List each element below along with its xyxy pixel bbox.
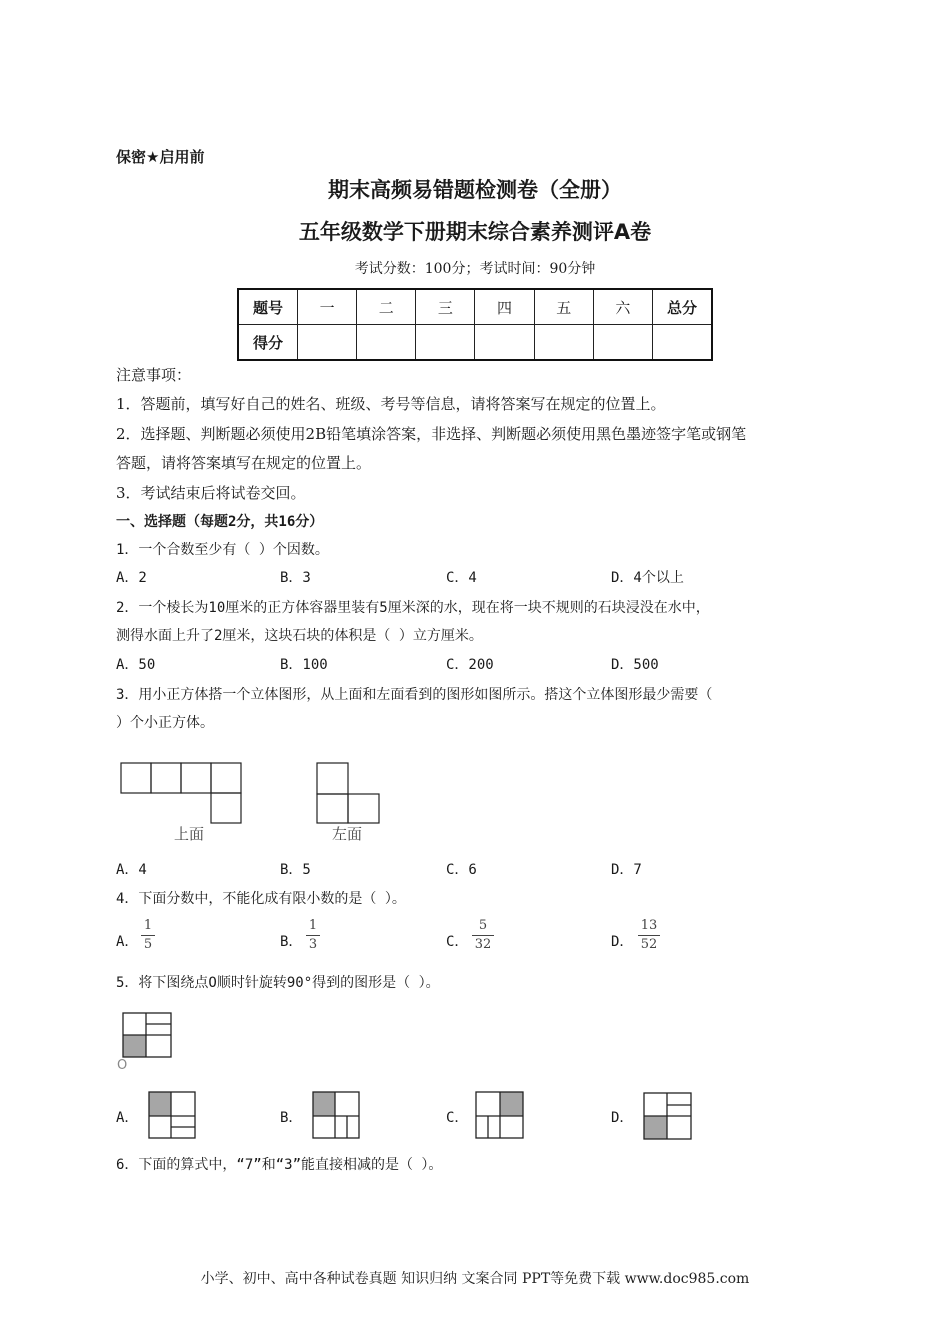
- q4-option-b-fraction: [306, 918, 320, 953]
- q3-option-c[interactable]: C．6: [446, 862, 477, 878]
- q5-option-d-label[interactable]: D．: [611, 1110, 634, 1126]
- fraction-bar: [141, 935, 155, 936]
- fraction-numerator: 5: [478, 918, 488, 933]
- fraction-denominator: 32: [474, 937, 492, 952]
- score-cell-label: 得分: [238, 325, 298, 361]
- score-cell: 五: [534, 289, 593, 325]
- fraction-numerator: 1: [308, 918, 318, 933]
- score-blank[interactable]: [298, 325, 357, 361]
- score-cell-total: 总分: [653, 289, 713, 325]
- page-subtitle: 五年级数学下册期末综合素养测评A卷: [298, 220, 652, 244]
- left-view-label: 左面: [332, 825, 363, 843]
- q1-option-a[interactable]: A．2: [116, 570, 147, 586]
- q2-option-c[interactable]: C．200: [446, 657, 494, 673]
- q4-option-b-label[interactable]: B．: [280, 934, 303, 950]
- q4-option-a-fraction: [141, 918, 155, 953]
- score-cell-label: 题号: [238, 289, 298, 325]
- fraction-bar: [472, 935, 494, 936]
- q3-option-a[interactable]: A．4: [116, 862, 147, 878]
- note-1: 1．答题前，填写好自己的姓名、班级、考号等信息，请将答案写在规定的位置上。: [116, 395, 666, 413]
- q1-option-c[interactable]: C．4: [446, 570, 477, 586]
- top-view-figure: [118, 760, 248, 826]
- question-3-stem: 3．用小正方体搭一个立体图形，从上面和左面看到的图形如图所示。搭这个立体图形最少需要（: [116, 687, 713, 703]
- score-cell: 三: [416, 289, 475, 325]
- rotation-original-figure: [120, 1010, 174, 1060]
- q2-option-b[interactable]: B．100: [280, 657, 328, 673]
- score-blank[interactable]: [475, 325, 534, 361]
- score-blank[interactable]: [593, 325, 652, 361]
- fraction-numerator: 13: [640, 918, 658, 933]
- fraction-denominator: 5: [143, 937, 153, 952]
- fraction-bar: [638, 935, 660, 936]
- q4-option-d-fraction: [638, 918, 660, 953]
- exam-info: 考试分数：100分；考试时间：90分钟: [354, 261, 596, 277]
- q5-option-b-figure[interactable]: [310, 1089, 362, 1141]
- q2-option-d[interactable]: D．500: [611, 657, 659, 673]
- fraction-bar: [306, 935, 320, 936]
- score-table-score-row: [238, 325, 712, 361]
- note-2-cont: 答题，请将答案填写在规定的位置上。: [116, 454, 372, 472]
- page-footer: 小学、初中、高中各种试卷真题 知识归纳 文案合同 PPT等免费下载 www.doc985.com: [200, 1271, 750, 1287]
- fraction-denominator: 3: [308, 937, 318, 952]
- q3-option-b[interactable]: B．5: [280, 862, 311, 878]
- q3-option-d[interactable]: D．7: [611, 862, 642, 878]
- fraction-numerator: 1: [143, 918, 153, 933]
- score-cell: 六: [593, 289, 652, 325]
- top-view-label: 上面: [174, 825, 205, 843]
- question-6-stem: 6．下面的算式中，“7”和“3”能直接相减的是（ ）。: [116, 1157, 443, 1173]
- fraction-denominator: 52: [640, 937, 658, 952]
- score-blank[interactable]: [653, 325, 713, 361]
- q1-option-d[interactable]: D．4个以上: [611, 570, 684, 586]
- question-2-stem-cont: 测得水面上升了2厘米，这块石块的体积是（ ）立方厘米。: [116, 628, 483, 644]
- score-blank[interactable]: [534, 325, 593, 361]
- question-3-stem-cont: ）个小正方体。: [116, 715, 214, 731]
- page-title: 期末高频易错题检测卷（全册）: [328, 178, 622, 202]
- notes-title: 注意事项：: [116, 366, 192, 384]
- question-2-stem: 2．一个棱长为10厘米的正方体容器里装有5厘米深的水，现在将一块不规则的石块浸没在水中，: [116, 600, 710, 616]
- note-2: 2．选择题、判断题必须使用2B铅笔填涂答案，非选择、判断题必须使用黑色墨迹签字笔或钢笔: [116, 425, 747, 443]
- score-table-header-row: [238, 289, 712, 325]
- q5-option-d-figure[interactable]: [641, 1090, 695, 1142]
- q4-option-d-label[interactable]: D．: [611, 934, 634, 950]
- score-cell: 一: [298, 289, 357, 325]
- score-cell: 二: [357, 289, 416, 325]
- question-1-stem: 1．一个合数至少有（ ）个因数。: [116, 542, 329, 558]
- q4-option-c-fraction: [472, 918, 494, 953]
- q4-option-c-label[interactable]: C．: [446, 934, 469, 950]
- rotation-point-label: O: [117, 1058, 128, 1073]
- section-title: 一、选择题（每题2分，共16分）: [116, 514, 324, 530]
- q1-option-b[interactable]: B．3: [280, 570, 311, 586]
- score-blank[interactable]: [416, 325, 475, 361]
- q5-option-c-figure[interactable]: [473, 1089, 527, 1141]
- score-table: [237, 288, 713, 361]
- q5-option-a-label[interactable]: A．: [116, 1110, 139, 1126]
- question-5-stem: 5．将下图绕点O顺时针旋转90°得到的图形是（ ）。: [116, 975, 440, 991]
- confidential-label: 保密★启用前: [116, 148, 205, 166]
- q5-option-c-label[interactable]: C．: [446, 1110, 469, 1126]
- left-view-figure: [314, 760, 384, 826]
- score-cell: 四: [475, 289, 534, 325]
- question-4-stem: 4．下面分数中，不能化成有限小数的是（ ）。: [116, 891, 406, 907]
- q5-option-a-figure[interactable]: [146, 1089, 198, 1141]
- score-blank[interactable]: [357, 325, 416, 361]
- q4-option-a-label[interactable]: A．: [116, 934, 139, 950]
- q2-option-a[interactable]: A．50: [116, 657, 156, 673]
- q5-option-b-label[interactable]: B．: [280, 1110, 303, 1126]
- note-3: 3．考试结束后将试卷交回。: [116, 484, 306, 502]
